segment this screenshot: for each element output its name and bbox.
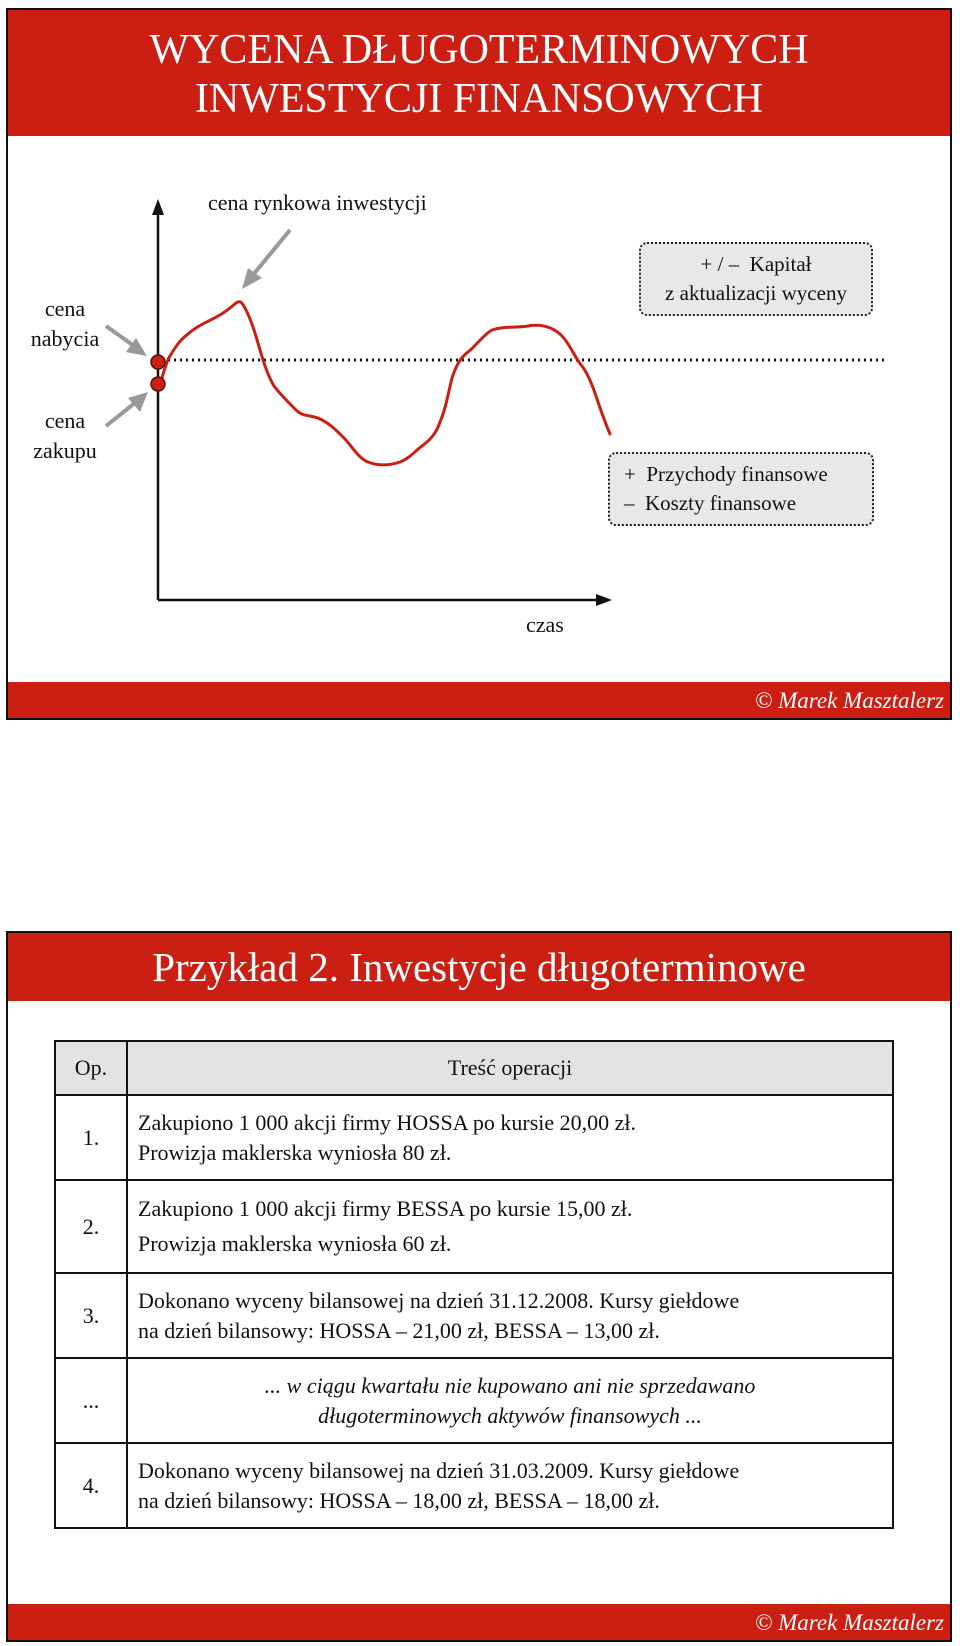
- row-line2: Prowizja maklerska wyniosła 60 zł.: [138, 1231, 452, 1256]
- capital-revaluation-box: [639, 242, 873, 316]
- title-line-2: INWESTYCJI FINANSOWYCH: [194, 76, 764, 122]
- label-acquisition-line2: nabycia: [30, 326, 100, 351]
- row-line1: Dokonano wyceny bilansowej na dzień 31.03.2009. Kursy giełdowe: [138, 1457, 740, 1483]
- row-number: ...: [55, 1358, 127, 1443]
- row-line1: Zakupiono 1 000 akcji firmy BESSA po kursie 15,00 zł.: [138, 1196, 633, 1221]
- row-line2: na dzień bilansowy: HOSSA – 21,00 zł, BESSA – 13,00 zł.: [138, 1317, 660, 1343]
- fin-box-line1: + Przychody finansowe: [624, 462, 828, 486]
- arrow-acquisition-price: [106, 326, 147, 356]
- row-number: 2.: [55, 1180, 127, 1273]
- financial-income-costs-box: [608, 452, 874, 526]
- row-content: [127, 1180, 893, 1273]
- fin-box-line2: – Koszty finansowe: [624, 491, 797, 515]
- x-axis-arrowhead: [596, 594, 612, 606]
- capital-box-line1: + / – Kapitał: [700, 252, 812, 276]
- slide-example-2: [6, 931, 952, 1642]
- row-content: [127, 1443, 893, 1528]
- table-row: [55, 1180, 893, 1273]
- footer-copyright: © Marek Masztalerz: [8, 682, 950, 718]
- acquisition-price-point: [151, 355, 165, 369]
- label-purchase-price: [20, 406, 110, 466]
- row-number: 4.: [55, 1443, 127, 1528]
- row-line1: Dokonano wyceny bilansowej na dzień 31.12.2008. Kursy giełdowe: [138, 1287, 740, 1313]
- label-purchase-line1: cena: [44, 408, 86, 433]
- y-axis-arrowhead: [152, 199, 164, 215]
- table-row: [55, 1273, 893, 1358]
- table-row: [55, 1443, 893, 1528]
- row-line1: Zakupiono 1 000 akcji firmy HOSSA po kursie 20,00 zł.: [138, 1109, 637, 1135]
- header-content: Treść operacji: [127, 1041, 893, 1095]
- table-row: [55, 1095, 893, 1180]
- footer-copyright: © Marek Masztalerz: [8, 1604, 950, 1640]
- label-acquisition-price: [20, 294, 110, 354]
- table-header-row: [55, 1041, 893, 1095]
- arrow-market-price: [242, 230, 290, 289]
- slide2-title: Przykład 2. Inwestycje długoterminowe: [8, 933, 950, 1001]
- row-line2: na dzień bilansowy: HOSSA – 18,00 zł, BESSA – 18,00 zł.: [138, 1487, 660, 1513]
- table-row: [55, 1358, 893, 1443]
- capital-box-line2: z aktualizacji wyceny: [665, 281, 847, 305]
- row-content: [127, 1095, 893, 1180]
- arrow-purchase-price: [106, 392, 148, 426]
- row-line2: Prowizja maklerska wyniosła 80 zł.: [138, 1139, 452, 1165]
- purchase-price-point: [151, 377, 165, 391]
- row-number: 3.: [55, 1273, 127, 1358]
- header-op: Op.: [55, 1041, 127, 1095]
- row-number: 1.: [55, 1095, 127, 1180]
- row-line2: długoterminowych aktywów finansowych ...: [318, 1402, 702, 1428]
- row-content: [127, 1273, 893, 1358]
- row-content: [127, 1358, 893, 1443]
- operations-table: [54, 1040, 894, 1529]
- row-line1: ... w ciągu kwartału nie kupowano ani nie sprzedawano: [264, 1372, 756, 1398]
- market-price-curve: [160, 302, 610, 465]
- label-acquisition-line1: cena: [44, 296, 86, 321]
- label-purchase-line2: zakupu: [33, 438, 97, 463]
- axis-label-time: czas: [526, 612, 564, 637]
- label-market-price: cena rynkowa inwestycji: [208, 190, 427, 215]
- title-line-1: WYCENA DŁUGOTERMINOWYCH: [149, 27, 809, 73]
- valuation-diagram: [8, 10, 954, 722]
- slide-valuation-diagram: [6, 8, 952, 720]
